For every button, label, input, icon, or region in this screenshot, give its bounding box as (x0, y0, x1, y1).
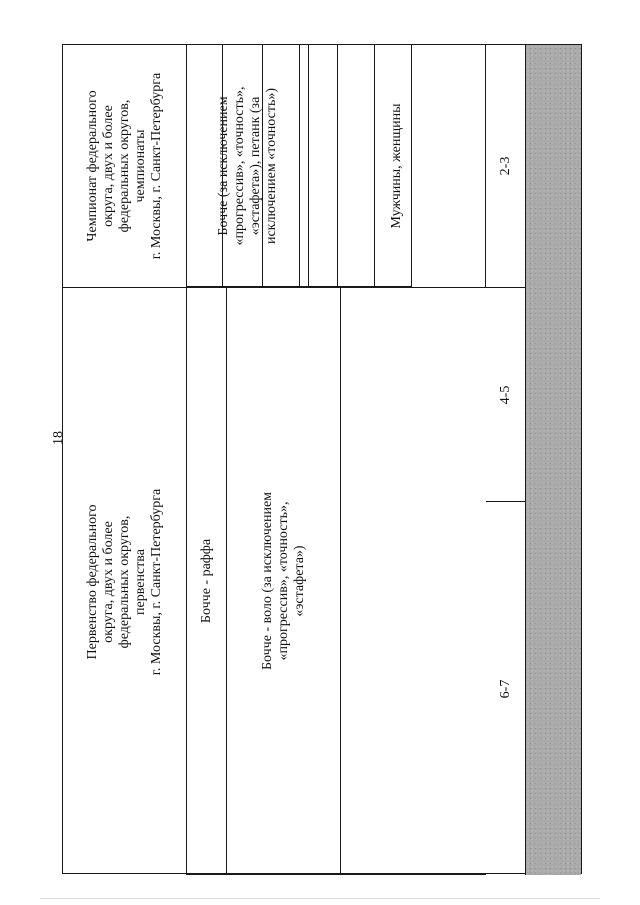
page-number: 18 (51, 431, 66, 445)
group-championship: Мужчины, женщины (389, 103, 404, 229)
event-cell-youth (63, 288, 187, 875)
event-cell-championship (63, 45, 187, 288)
subrow-5 (338, 44, 375, 287)
rank-value: 4-5 (497, 385, 513, 404)
rank-value: 2-3 (497, 156, 513, 176)
right-block (186, 44, 582, 874)
subrow-3 (263, 44, 300, 287)
event-championship: Чемпионат федерального округа, двух и более федеральных округов, чемпионаты г. Москвы, г. Санкт-Петербурга (84, 72, 164, 260)
event-youth: Первенство федерального округа, двух и более федеральных округов, первенства г. Москвы, г. Санкт-Петербурга (84, 488, 164, 675)
subrow-4 (300, 44, 338, 287)
subrow-2 (223, 44, 263, 287)
scan-artifact (40, 898, 600, 899)
discipline-championship: Бочче (за исключением «прогрессив», «точность», «эстафета»), петанк (за исключением «точность») (215, 86, 279, 246)
discipline-raffa: Бочче - раффа (198, 538, 214, 624)
rank-value: 6-7 (497, 679, 513, 698)
discipline-volo: Бочче - воло (за исключением «прогрессив», «точность», «эстафета») (259, 491, 307, 671)
subrow-1 (186, 44, 223, 287)
subrow-6 (375, 44, 412, 287)
